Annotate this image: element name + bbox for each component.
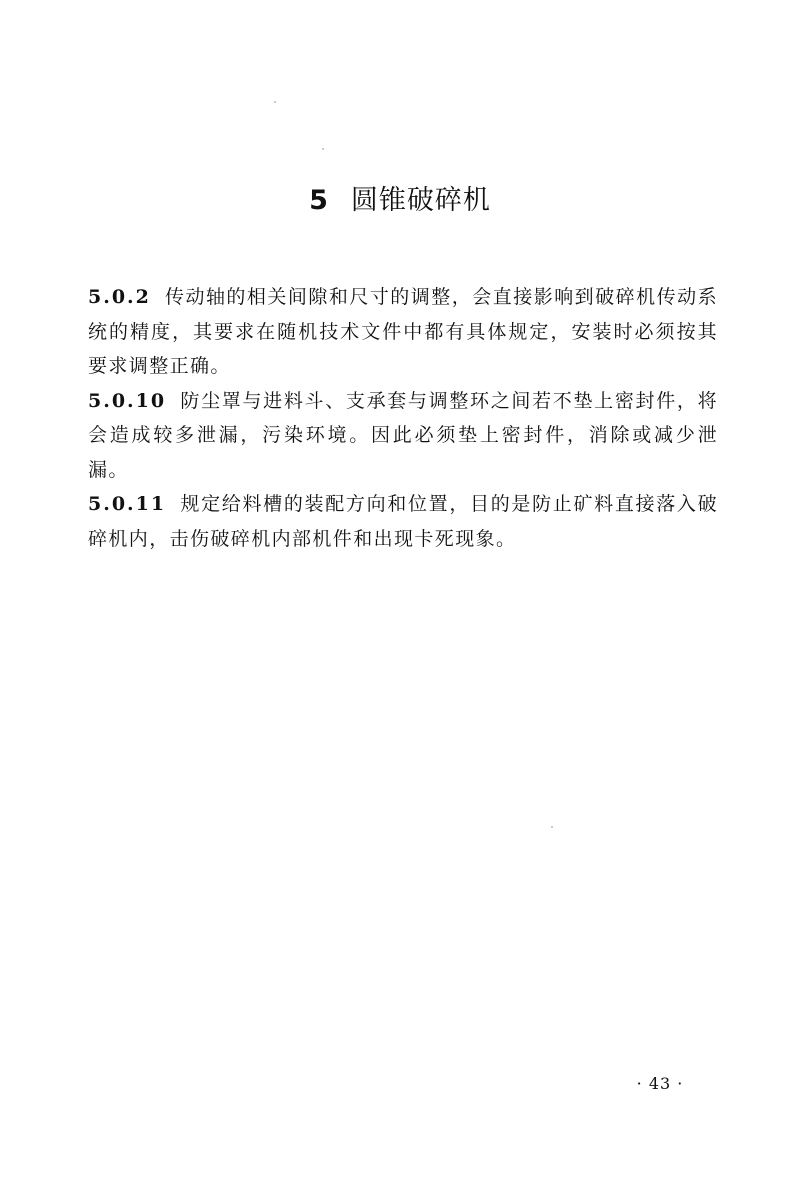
scan-speck <box>322 148 324 150</box>
clause-number: 5.0.11 <box>88 493 167 515</box>
clause-text: 传动轴的相关间隙和尺寸的调整，会直接影响到破碎机传动系统的精度，其要求在随机技术文件中都有具体规定，安装时必须按其要求调整正确。 <box>88 286 718 377</box>
clause-text: 规定给料槽的装配方向和位置，目的是防止矿料直接落入破碎机内，击伤破碎机内部机件和出现卡死现象。 <box>88 493 718 550</box>
scan-speck <box>274 101 276 103</box>
clause-number: 5.0.2 <box>88 286 151 308</box>
page-number: · 43 · <box>636 1074 684 1093</box>
scan-speck <box>551 826 553 828</box>
clause-5-0-11 <box>88 487 718 556</box>
clause-5-0-10 <box>88 384 718 488</box>
clause-number: 5.0.10 <box>88 389 167 412</box>
clause-text: 防尘罩与进料斗、支承套与调整环之间若不垫上密封件，将会造成较多泄漏，污染环境。因此必须垫上密封件，消除或减少泄漏。 <box>88 389 718 481</box>
chapter-title: 圆锥破碎机 <box>350 185 491 216</box>
clause-5-0-2 <box>88 280 718 384</box>
chapter-number: 5 <box>309 185 329 216</box>
clause-list <box>88 280 718 556</box>
chapter-heading <box>0 178 800 217</box>
